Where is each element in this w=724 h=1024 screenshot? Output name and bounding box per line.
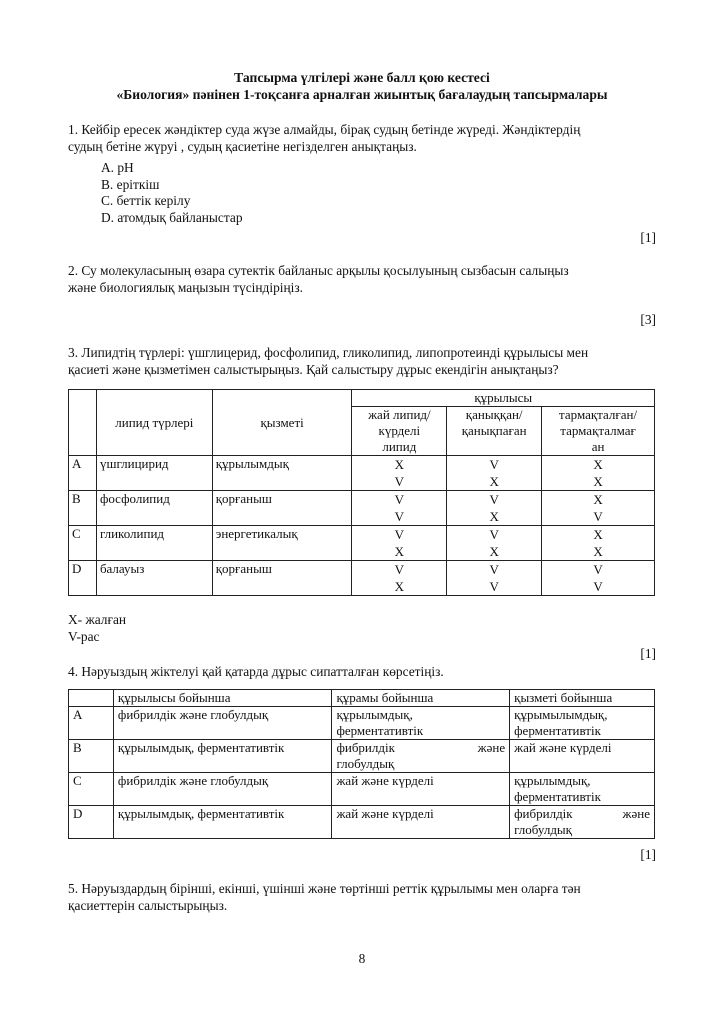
table-4-corner-cell bbox=[69, 690, 114, 707]
table-3-header-structure: құрылысы bbox=[352, 390, 655, 407]
question-4-text: 4. Нәруыздың жіктелуі қай қатарда дұрыс сипатталған көрсетіңіз. bbox=[68, 664, 444, 679]
row-letter: A bbox=[69, 707, 114, 740]
lipid-type: үшглицирид bbox=[96, 456, 212, 491]
table-4-header-structure: құрылысы бойынша bbox=[113, 690, 332, 707]
mark-cell: V X bbox=[352, 561, 447, 596]
question-2-text bbox=[68, 263, 656, 296]
table-cell: құрылымдық, ферментативтік bbox=[332, 707, 510, 740]
mark-cell: X X bbox=[542, 456, 655, 491]
table-cell: жай және күрделі bbox=[332, 773, 510, 806]
mark-cell: V V bbox=[542, 561, 655, 596]
table-row bbox=[69, 526, 655, 561]
table-3-corner-cell bbox=[69, 390, 97, 456]
table-cell: жай және күрделі bbox=[332, 806, 510, 839]
legend-true: V-рас bbox=[68, 629, 100, 644]
question-1-line-1: 1. Кейбір ересек жәндіктер суда жүзе алмайды, бірақ судың бетінде жүреді. Жәндіктердің bbox=[68, 122, 581, 137]
table-cell: фибрилдік және глобулдық bbox=[510, 806, 655, 839]
question-5-line-2: қасиеттерін салыстырыңыз. bbox=[68, 897, 228, 913]
row-letter: D bbox=[69, 561, 97, 596]
question-1-text bbox=[68, 122, 656, 155]
lipid-type: гликолипид bbox=[96, 526, 212, 561]
lipid-type: балауыз bbox=[96, 561, 212, 596]
question-3-line-1: 3. Липидтің түрлері: үшглицерид, фосфолипид, гликолипид, липопротеинді құрылысы мен bbox=[68, 345, 589, 360]
question-2-line-1: 2. Су молекуласының өзара сутектік байланыс арқылы қосылуының сызбасын салыңыз bbox=[68, 263, 569, 278]
question-2-score: [3] bbox=[640, 312, 656, 327]
mark-cell: V X bbox=[447, 491, 542, 526]
mark-cell: V X bbox=[352, 526, 447, 561]
question-3-score: [1] bbox=[640, 646, 656, 661]
table-row bbox=[69, 773, 655, 806]
lipid-type: фосфолипид bbox=[96, 491, 212, 526]
mark-cell: X X bbox=[542, 526, 655, 561]
table-row bbox=[69, 707, 655, 740]
table-3-header-branched: тармақталған/ тармақталмағ ан bbox=[542, 407, 655, 456]
table-cell: құрымылымдық, ферментативтік bbox=[510, 707, 655, 740]
question-2-line-2: және биологиялық маңызын түсіндіріңіз. bbox=[68, 279, 304, 295]
row-letter: B bbox=[69, 740, 114, 773]
table-row bbox=[69, 561, 655, 596]
row-letter: A bbox=[69, 456, 97, 491]
document-title: Тапсырма үлгілері және балл қою кестесі bbox=[234, 70, 490, 85]
row-letter: D bbox=[69, 806, 114, 839]
question-5-text bbox=[68, 881, 656, 914]
table-cell: фибрилдік және глобулдық bbox=[332, 740, 510, 773]
protein-classification-table bbox=[68, 689, 655, 839]
lipid-comparison-table bbox=[68, 389, 655, 596]
mark-cell: V V bbox=[352, 491, 447, 526]
lipid-function: құрылымдық bbox=[212, 456, 352, 491]
question-1-option-b: B. еріткіш bbox=[101, 177, 160, 192]
table-cell: жай және күрделі bbox=[510, 740, 655, 773]
legend-false: X- жалған bbox=[68, 612, 127, 627]
mark-cell: V X bbox=[447, 526, 542, 561]
row-letter: B bbox=[69, 491, 97, 526]
table-4-header-composition: құрамы бойынша bbox=[332, 690, 510, 707]
table-row bbox=[69, 456, 655, 491]
row-letter: C bbox=[69, 526, 97, 561]
document-subtitle: «Биология» пәнінен 1-тоқсанға арналған жиынтық бағалаудың тапсырмалары bbox=[116, 87, 608, 102]
row-letter: C bbox=[69, 773, 114, 806]
question-3-text bbox=[68, 345, 656, 378]
table-3-header-type: липид түрлері bbox=[96, 390, 212, 456]
table-row bbox=[69, 740, 655, 773]
table-4-header-function: қызметі бойынша bbox=[510, 690, 655, 707]
question-1-line-2: судың бетіне жүруі , судың қасиетіне негізделген анықтаңыз. bbox=[68, 138, 417, 154]
lipid-function: қорғаныш bbox=[212, 561, 352, 596]
table-cell: фибрилдік және глобулдық bbox=[113, 707, 332, 740]
table-3-header-function: қызметі bbox=[212, 390, 352, 456]
table-cell: фибрилдік және глобулдық bbox=[113, 773, 332, 806]
mark-cell: V X bbox=[447, 456, 542, 491]
question-1-score: [1] bbox=[640, 230, 656, 245]
table-3-header-simple-complex: жай липид/ күрделі липид bbox=[352, 407, 447, 456]
question-1-option-c: C. беттік керілу bbox=[101, 193, 191, 208]
question-4-score: [1] bbox=[640, 847, 656, 862]
table-cell: құрылымдық, ферментативтік bbox=[113, 740, 332, 773]
mark-cell: V V bbox=[447, 561, 542, 596]
question-5-line-1: 5. Нәруыздардың бірінші, екінші, үшінші және төртінші реттік құрылымы мен оларға тән bbox=[68, 881, 581, 896]
table-3-header-saturated: қаныққан/ қанықпаған bbox=[447, 407, 542, 456]
table-cell: құрылымдық, ферментативтік bbox=[113, 806, 332, 839]
lipid-function: қорғаныш bbox=[212, 491, 352, 526]
page-number: 8 bbox=[358, 951, 366, 966]
mark-cell: X V bbox=[542, 491, 655, 526]
table-row bbox=[69, 806, 655, 839]
question-3-line-2: қасиеті және қызметімен салыстырыңыз. Қай салыстыру дұрыс екендігін анықтаңыз? bbox=[68, 361, 559, 377]
question-1-option-a: A. pH bbox=[101, 160, 134, 175]
table-cell: құрылымдық, ферментативтік bbox=[510, 773, 655, 806]
table-row bbox=[69, 491, 655, 526]
question-1-option-d: D. атомдық байланыстар bbox=[101, 210, 243, 225]
lipid-function: энергетикалық bbox=[212, 526, 352, 561]
mark-cell: X V bbox=[352, 456, 447, 491]
